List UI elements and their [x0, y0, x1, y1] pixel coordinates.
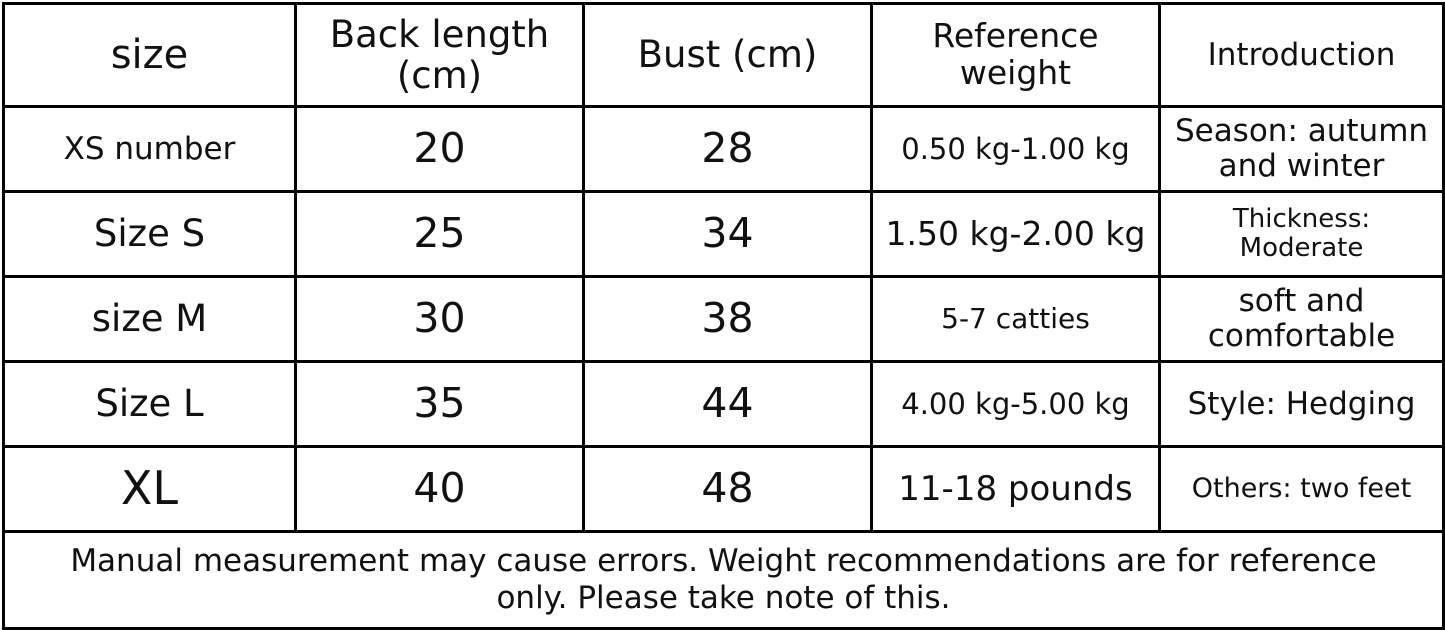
cell-reference-weight: 5-7 catties	[872, 277, 1160, 362]
cell-introduction: Style: Hedging	[1160, 362, 1444, 447]
cell-size: XL	[4, 447, 296, 532]
cell-back-length: 30	[296, 277, 584, 362]
header-bust: Bust (cm)	[584, 4, 872, 107]
cell-bust: 28	[584, 107, 872, 192]
cell-introduction: soft and comfortable	[1160, 277, 1444, 362]
cell-size: XS number	[4, 107, 296, 192]
size-chart-table	[2, 2, 1445, 630]
cell-back-length: 40	[296, 447, 584, 532]
cell-introduction: Others: two feet	[1160, 447, 1444, 532]
table-header-row	[4, 4, 1444, 107]
table-row	[4, 277, 1444, 362]
cell-bust: 34	[584, 192, 872, 277]
cell-reference-weight: 1.50 kg-2.00 kg	[872, 192, 1160, 277]
table-row	[4, 447, 1444, 532]
cell-back-length: 35	[296, 362, 584, 447]
header-introduction: Introduction	[1160, 4, 1444, 107]
cell-size: size M	[4, 277, 296, 362]
cell-size: Size S	[4, 192, 296, 277]
table-row	[4, 362, 1444, 447]
measurement-note: Manual measurement may cause errors. Weight recommendations are for reference only. Please take note of this.	[4, 532, 1444, 629]
cell-reference-weight: 0.50 kg-1.00 kg	[872, 107, 1160, 192]
header-back-length: Back length (cm)	[296, 4, 584, 107]
header-reference-weight: Reference weight	[872, 4, 1160, 107]
cell-introduction: Season: autumn and winter	[1160, 107, 1444, 192]
cell-bust: 48	[584, 447, 872, 532]
cell-reference-weight: 11-18 pounds	[872, 447, 1160, 532]
cell-introduction: Thickness: Moderate	[1160, 192, 1444, 277]
table-row	[4, 107, 1444, 192]
table-note-row	[4, 532, 1444, 629]
cell-reference-weight: 4.00 kg-5.00 kg	[872, 362, 1160, 447]
cell-back-length: 20	[296, 107, 584, 192]
size-chart-sheet	[0, 2, 1445, 616]
cell-bust: 38	[584, 277, 872, 362]
cell-bust: 44	[584, 362, 872, 447]
header-size: size	[4, 4, 296, 107]
cell-back-length: 25	[296, 192, 584, 277]
table-row	[4, 192, 1444, 277]
cell-size: Size L	[4, 362, 296, 447]
